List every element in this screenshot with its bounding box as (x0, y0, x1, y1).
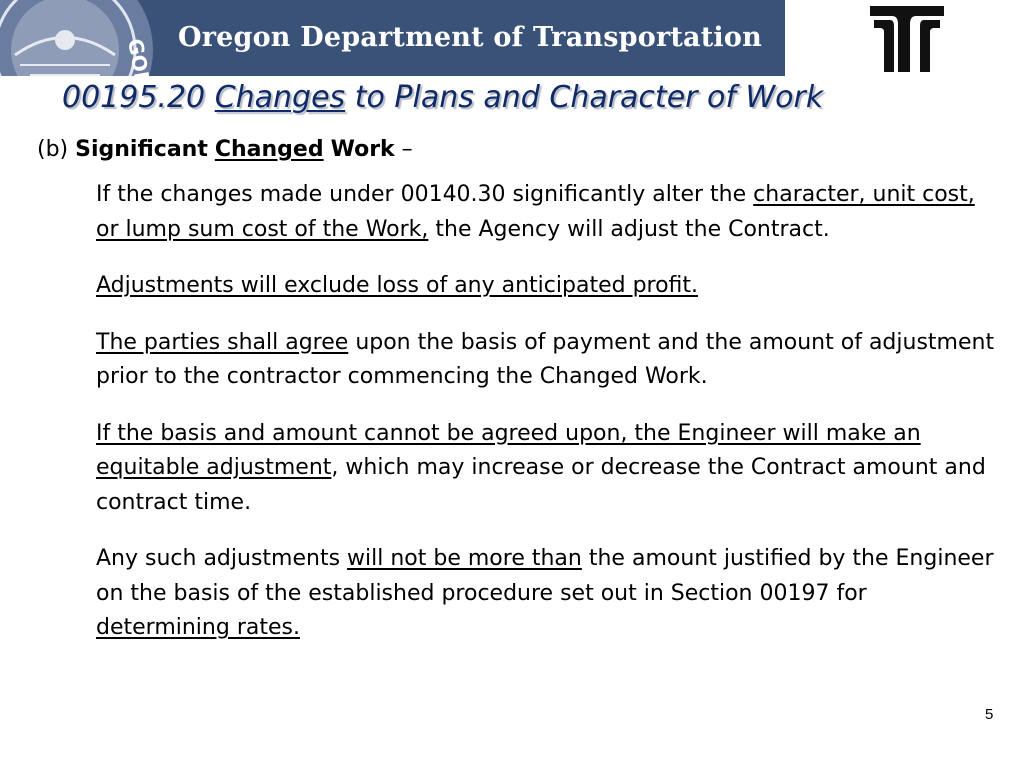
title-number: 00195.20 (62, 80, 206, 115)
subhead-changed: Changed (214, 137, 324, 162)
slide-title (62, 80, 823, 115)
p1-underlined: character, unit cost, or lump sum cost of the Work, (96, 182, 975, 242)
p4-text: , which may increase or decrease the Contract amount and contract time. (96, 455, 986, 515)
p5-text-b: the amount justified by the Engineer on the basis of the established procedure set out in Section 00197 for (96, 546, 994, 606)
subhead-dash: – (401, 137, 413, 162)
paragraph-2 (96, 269, 1001, 304)
paragraph-1 (96, 178, 1001, 247)
header-banner (0, 0, 785, 91)
p4-underlined: If the basis and amount cannot be agreed upon, the Engineer will make an equitable adjustment (96, 420, 921, 480)
odot-logo-icon (864, 2, 950, 74)
p5-underlined-2: determining rates. (96, 615, 300, 640)
p2-underlined: Adjustments will exclude loss of any anticipated profit. (96, 273, 699, 298)
title-changes: Changes (214, 80, 346, 115)
paragraph-3 (96, 326, 1001, 395)
seal-text: GON (123, 36, 156, 91)
subheading (37, 137, 413, 162)
slide-body (96, 178, 1001, 668)
agency-name: Oregon Department of Transportation (178, 22, 762, 53)
p3-text: upon the basis of payment and the amount of adjustment prior to the contractor commencing the Changed Work. (96, 329, 995, 389)
paragraph-5 (96, 542, 1001, 646)
oregon-seal-icon (0, 0, 165, 91)
p3-underlined: The parties shall agree (96, 329, 349, 355)
p5-text-a: Any such adjustments (96, 546, 341, 571)
p1-text-a: If the changes made under 00140.30 significantly alter the (96, 182, 747, 207)
title-rest: to Plans and Character of Work (354, 80, 824, 115)
subhead-prefix: (b) (37, 137, 69, 162)
page-number: 5 (985, 706, 994, 723)
p1-text-b: the Agency will adjust the Contract. (435, 216, 830, 242)
subhead-work: Work (330, 137, 395, 162)
paragraph-4 (96, 417, 1001, 521)
p5-underlined-1: will not be more than (347, 546, 582, 571)
subhead-significant: Significant (75, 137, 208, 162)
